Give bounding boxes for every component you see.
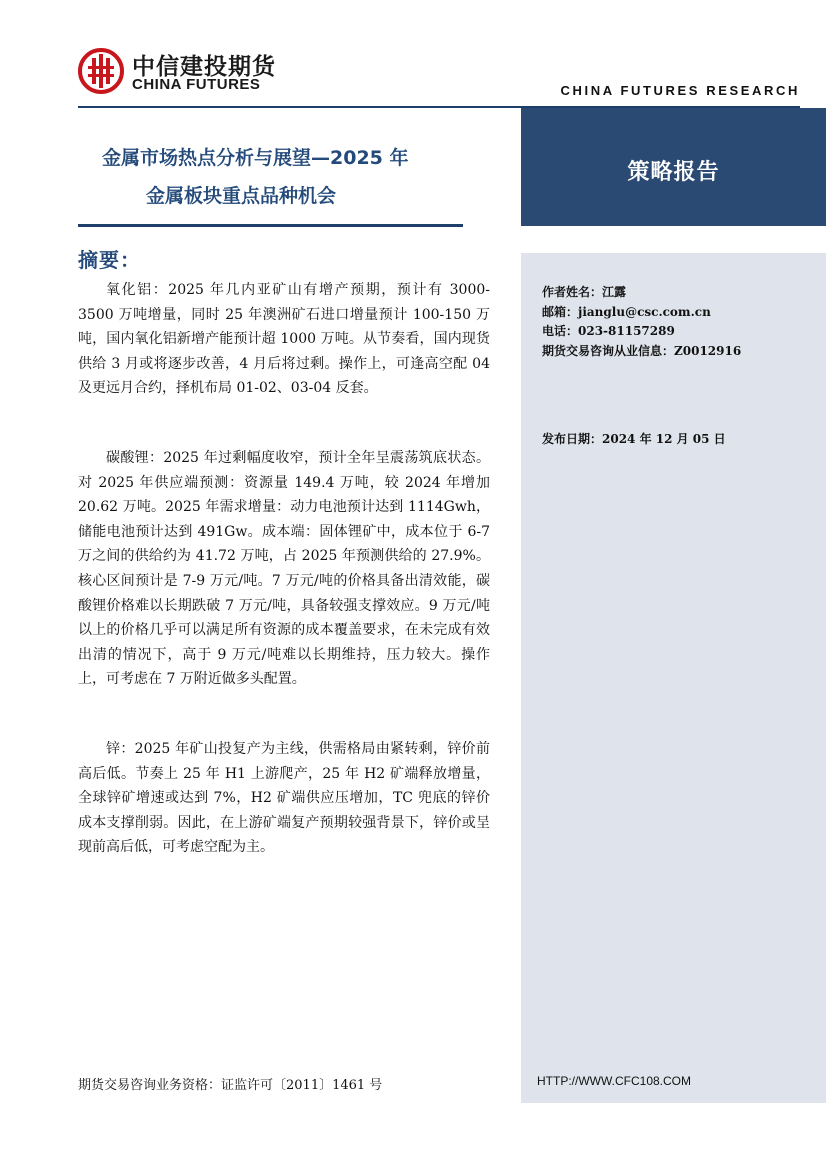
title-divider (78, 224, 463, 227)
report-type-label: 策略报告 (627, 160, 720, 185)
summary-heading: 摘要： (78, 248, 141, 272)
footer-license: 期货交易咨询业务资格：证监许可〔2011〕1461 号 (78, 1078, 383, 1093)
report-title-line-2: 金属板块重点品种机会 (146, 185, 337, 207)
author-phone: 电话：023-81157289 (542, 324, 675, 338)
logo-chinese-name: 中信建投期货 (132, 54, 276, 80)
footer-website-link[interactable]: HTTP://WWW.CFC108.COM (537, 1074, 691, 1088)
publish-date: 发布日期：2024 年 12 月 05 日 (542, 432, 726, 446)
company-logo (78, 46, 288, 98)
report-type-banner (521, 108, 826, 226)
author-name: 作者姓名：江露 (542, 285, 627, 299)
author-info (542, 283, 741, 361)
logo-english-name: CHINA FUTURES (132, 76, 261, 93)
report-title-line-1: 金属市场热点分析与展望—2025 年 (102, 147, 409, 169)
author-email: 邮箱：jianglu@csc.com.cn (542, 304, 711, 319)
summary-paragraph-lithium: 碳酸锂：2025 年过剩幅度收窄，预计全年呈震荡筑底状态。对 2025 年供应端预测：资源量 149.4 万吨，较 2024 年增加 20.62 万吨。2025 年需求增量：动力电池预计达到 1114Gwh，储能电池预计达到 491Gw。成本端：固体锂矿中，成本位于 6-7 万之间的供给约为 41.72 万吨，占 2025 年预测供给的 27.9%。核心区间预计是 7-9 万元/吨。7 万元/吨的价格具备出清效能，碳酸锂价格难以长期跌破 7 万元/吨，具备较强支撑效应。9 万元/吨以上的价格几乎可以满足所有资源的成本覆盖要求，在未完成有效出清的情况下，高于 9 万元/吨难以长期维持，压力较大。操作上，可考虑在 7 万附近做多头配置。 (78, 450, 490, 688)
author-side-panel (521, 253, 826, 1103)
china-futures-logo-icon (78, 48, 124, 94)
summary-paragraph-zinc: 锌：2025 年矿山投复产为主线，供需格局由紧转剩，锌价前高后低。节奏上 25 年 H1 上游爬产，25 年 H2 矿端释放增量，全球锌矿增速或达到 7%，H2 矿端供应压增加，TC 兜底的锌价成本支撑削弱。因此，在上游矿端复产预期较强背景下，锌价或呈现前高后低，可考虑空配为主。 (78, 741, 490, 856)
research-label: CHINA FUTURES RESEARCH (560, 83, 800, 98)
author-license: 期货交易咨询从业信息：Z0012916 (542, 343, 742, 358)
summary-paragraph-alumina: 氧化铝：2025 年几内亚矿山有增产预期，预计有 3000-3500 万吨增量，同时 25 年澳洲矿石进口增量预计 100-150 万吨，国内氧化铝新增产能预计超 1000 万吨。从节奏看，国内现货供给 3 月或将逐步改善，4 月后将过剩。操作上，可逢高空配 04 及更远月合约，择机布局 01-02、03-04 反套。 (78, 282, 490, 397)
